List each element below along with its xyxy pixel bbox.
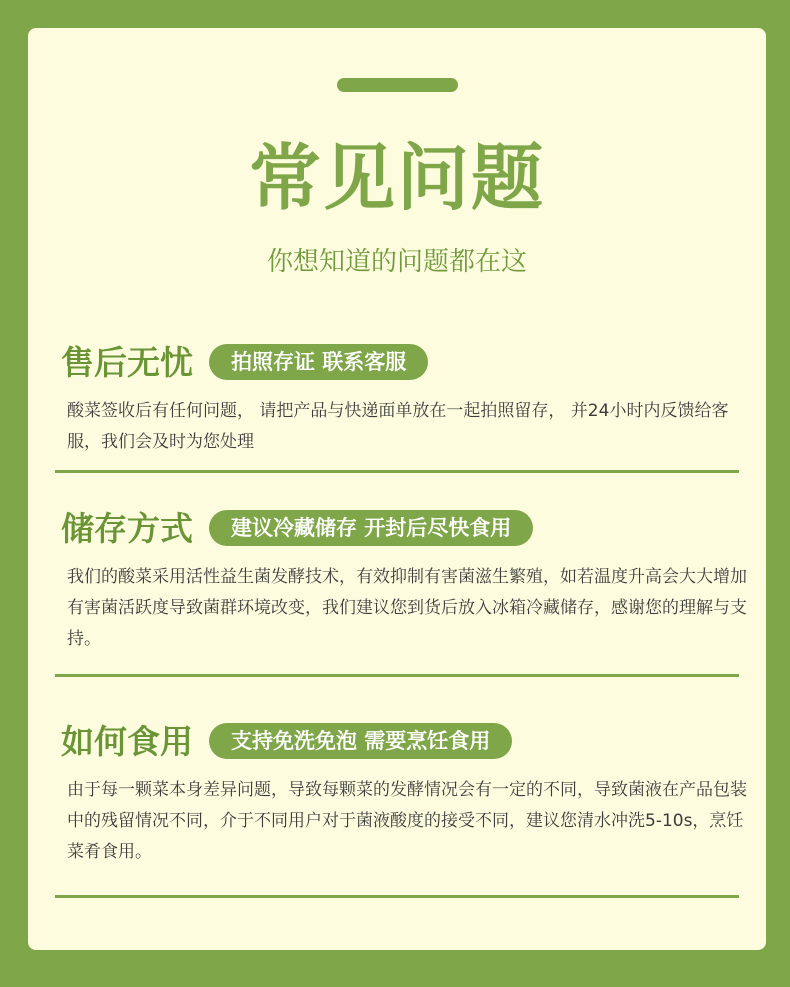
section-title: 储存方式: [61, 509, 193, 548]
section-description: 由于每一颗菜本身差异问题，导致每颗菜的发酵情况会有一定的不同，导致菌液在产品包装中的残留情况不同，介于不同用户对于菌液酸度的接受不同，建议您清水冲洗5-10s，烹饪菜肴食用。: [67, 780, 747, 862]
decorative-top-bar: [337, 78, 458, 92]
section-title: 售后无忧: [61, 343, 193, 382]
section-divider: [55, 470, 739, 473]
section-divider: [55, 674, 739, 677]
section-description: 酸菜签收后有任何问题， 请把产品与快递面单放在一起拍照留存， 并24小时内反馈给客服，我们会及时为您处理: [67, 401, 729, 452]
page-title: 常见问题: [248, 135, 545, 220]
section-tag: 支持免洗免泡 需要烹饪食用: [209, 723, 512, 759]
page-subtitle: 你想知道的问题都在这: [266, 247, 527, 277]
faq-card: [28, 28, 766, 950]
section-tag: 拍照存证 联系客服: [209, 344, 428, 380]
section-title: 如何食用: [61, 722, 193, 761]
section-divider: [55, 895, 739, 898]
section-description: 我们的酸菜采用活性益生菌发酵技术，有效抑制有害菌滋生繁殖，如若温度升高会大大增加有害菌活跃度导致菌群环境改变，我们建议您到货后放入冰箱冷藏储存，感谢您的理解与支持。: [67, 567, 747, 649]
section-tag: 建议冷藏储存 开封后尽快食用: [209, 510, 533, 546]
